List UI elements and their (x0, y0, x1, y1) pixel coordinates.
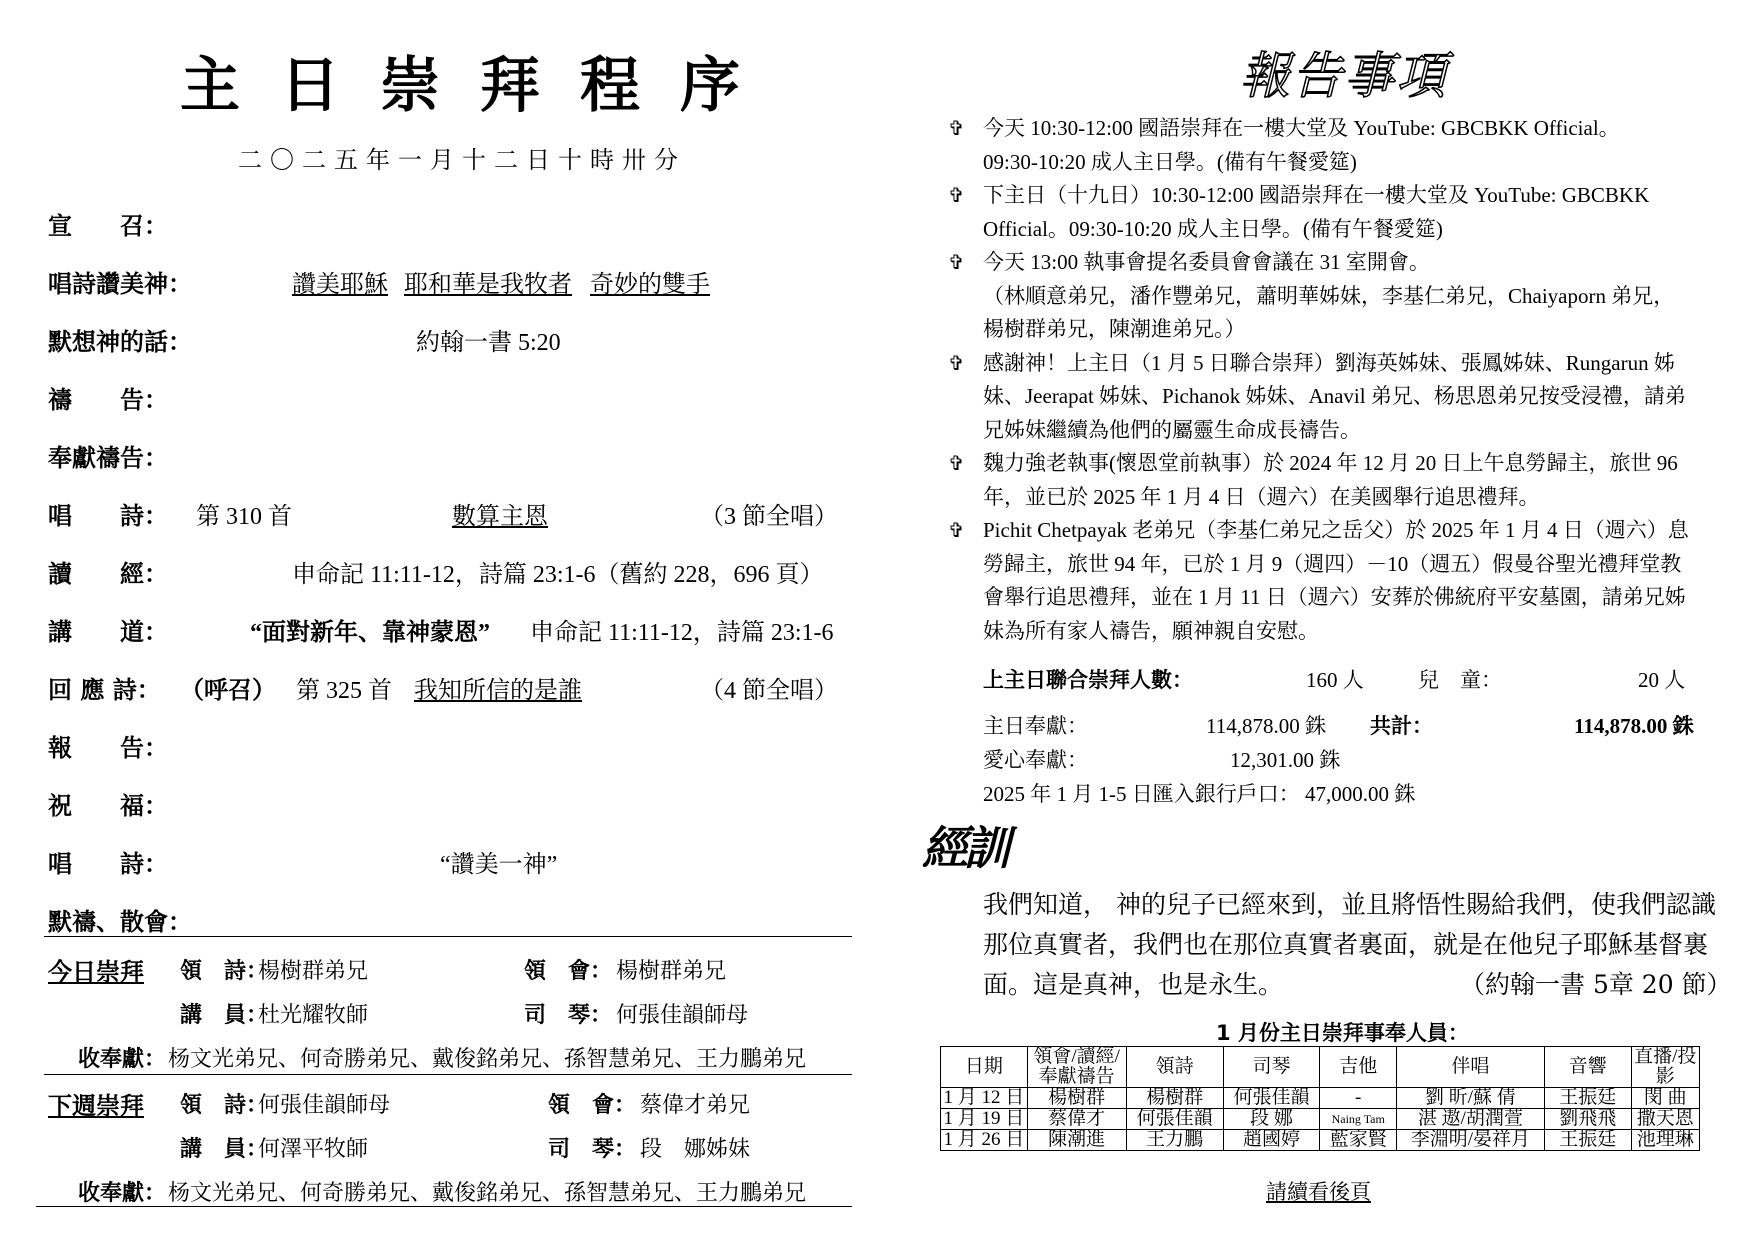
announcement-line: Official。09:30-10:20 成人主日學。(備有午餐愛筵) (983, 216, 1443, 241)
roster-cell: 閔 曲 (1631, 1088, 1699, 1109)
today-lead-song: 楊樹群弟兄 (258, 958, 369, 983)
next-speaker: 何澤平牧師 (258, 1136, 369, 1161)
children-label: 兒 童： (1418, 668, 1502, 692)
order-announcements: 報 告： (48, 734, 168, 762)
next-offering: 杨文光弟兄、何奇勝弟兄、戴俊銘弟兄、孫智慧弟兄、王力鵬弟兄 (168, 1180, 807, 1205)
roster-cell: 李淵明/晏祥月 (1396, 1130, 1544, 1151)
scripture-reference: （約翰一書 5章 20 節） (1460, 970, 1732, 999)
order-reading: 讀 經： (48, 560, 168, 588)
children-count: 20 人 (1638, 668, 1686, 692)
roster-cell: 藍家賢 (1320, 1130, 1397, 1151)
announcement-line: 妹為所有家人禱告，願神親自安慰。 (983, 618, 1319, 643)
next-speaker-label: 講 員： (180, 1137, 269, 1162)
roster-header-sound: 音響 (1544, 1047, 1631, 1088)
total-amount: 114,878.00 銖 (1574, 714, 1694, 738)
roster-header-guitar: 吉他 (1320, 1047, 1397, 1088)
total-label: 共計： (1370, 714, 1433, 738)
announcements-title: 報告事項 (1240, 47, 1448, 105)
announcement-line: 勞歸主，旅世 94 年，已於 1 月 9（週四）－10（週五）假曼谷聖光禮拜堂教 (983, 551, 1682, 576)
roster-cell: 1 月 26 日 (941, 1130, 1028, 1151)
next-heading: 下週崇拜 (48, 1092, 144, 1120)
roster-cell: 王振廷 (1544, 1088, 1631, 1109)
roster-cell: 湛 遨/胡潤萱 (1396, 1109, 1544, 1130)
roster-row (941, 1109, 1700, 1130)
announcement-line: 楊樹群弟兄，陳潮進弟兄。） (983, 317, 1246, 341)
cross-bullet-icon: ✞ (948, 116, 965, 140)
announcement-line: 妹、Jeerapat 姊妹、Pichanok 姊妹、Anavil 弟兄、杨思恩弟兄按受浸禮，請弟 (983, 384, 1686, 408)
announcement-line: 會舉行追思禮拜，並在 1 月 11 日（週六）安葬於佛統府平安墓園，請弟兄姊 (983, 585, 1686, 609)
response-note: （4 節全唱） (700, 678, 838, 704)
cross-bullet-icon: ✞ (948, 451, 965, 475)
divider-top (44, 936, 852, 937)
roster-header-song-leader: 領詩 (1126, 1047, 1223, 1088)
roster-cell: 何張佳韻 (1126, 1109, 1223, 1130)
sermon-title: “面對新年、靠神蒙恩” (250, 620, 490, 646)
scripture-title: 經訓 (922, 821, 1006, 875)
announcement-line: 09:30-10:20 成人主日學。(備有午餐愛筵) (983, 149, 1357, 174)
announcement-line: 魏力強老執事(懷恩堂前執事）於 2024 年 12 月 20 日上午息勞歸主，旅世 96 (983, 451, 1678, 475)
response-call: （呼召） (180, 678, 276, 704)
today-lead-song-label: 領 詩： (180, 959, 269, 984)
scripture-line-2: 那位真實者，我們也在那位真實者裏面，就是在他兒子耶穌基督裏 (983, 930, 1709, 959)
roster-cell: 王振廷 (1544, 1130, 1631, 1151)
today-heading: 今日崇拜 (48, 958, 144, 986)
bank-deposit: 2025 年 1 月 1-5 日匯入銀行戶口： 47,000.00 銖 (983, 782, 1416, 806)
roster-header-stream: 直播/投影 (1631, 1047, 1699, 1088)
today-pianist: 何張佳韻師母 (616, 1002, 749, 1027)
cross-bullet-icon: ✞ (948, 350, 965, 375)
sunday-offering-label: 主日奉獻： (983, 714, 1088, 738)
sunday-offering: 114,878.00 銖 (1206, 714, 1326, 738)
next-lead-service: 蔡偉才弟兄 (640, 1092, 751, 1117)
hymn-note: （3 節全唱） (700, 504, 838, 530)
next-lead-song-label: 領 詩： (180, 1093, 269, 1118)
program-title: 主日崇拜程序 (180, 51, 780, 121)
announcement-line: 下主日（十九日）10:30-12:00 國語崇拜在一樓大堂及 YouTube: GBCBKK (983, 183, 1650, 207)
cross-bullet-icon: ✞ (948, 183, 965, 207)
order-meditation: 默想神的話： (48, 328, 192, 356)
roster-cell: Naing Tam (1320, 1109, 1397, 1130)
praise-song-1: 讚美耶穌 (292, 272, 388, 298)
next-offering-label: 收奉獻： (78, 1181, 167, 1206)
roster-cell: 1 月 19 日 (941, 1109, 1028, 1130)
closing-hymn-title: “讚美一神” (440, 852, 558, 878)
attendance-label: 上主日聯合崇拜人數： (983, 668, 1193, 692)
praise-song-2: 耶和華是我牧者 (404, 272, 572, 298)
praise-song-3: 奇妙的雙手 (590, 272, 710, 298)
today-lead-service-label: 領 會： (524, 959, 613, 984)
meditation-text: 約翰一書 5:20 (416, 330, 561, 356)
cross-bullet-icon: ✞ (948, 250, 965, 274)
hymn-number: 第 310 首 (196, 504, 292, 530)
announcement-line: 年，並已於 2025 年 1 月 4 日（週六）在美國舉行追思禮拜。 (983, 484, 1540, 509)
scripture-line-1: 我們知道， 神的兒子已經來到，並且將悟性賜給我們，使我們認識 (983, 890, 1716, 919)
order-offering-prayer: 奉獻禱告： (48, 444, 168, 472)
today-offering: 杨文光弟兄、何奇勝弟兄、戴俊銘弟兄、孫智慧弟兄、王力鵬弟兄 (168, 1046, 807, 1071)
roster-header-vocals: 伴唱 (1396, 1047, 1544, 1088)
today-speaker: 杜光耀牧師 (258, 1002, 369, 1027)
roster-cell: - (1320, 1088, 1397, 1109)
today-pianist-label: 司 琴： (524, 1003, 613, 1028)
announcement-line: （林順意弟兄，潘作豐弟兄，蕭明華姊妹，李基仁弟兄，Chaiyaporn 弟兄， (983, 283, 1675, 308)
next-lead-song: 何張佳韻師母 (258, 1092, 391, 1117)
order-response: 回 應 詩： (48, 676, 161, 704)
continue-note: 請續看後頁 (1266, 1180, 1371, 1204)
today-speaker-label: 講 員： (180, 1003, 269, 1028)
roster-cell: 楊樹群 (1027, 1088, 1126, 1109)
announcement-line: 兄姊妹繼續為他們的屬靈生命成長禱告。 (983, 417, 1361, 442)
order-hymn: 唱 詩： (48, 502, 168, 530)
roster-cell: 1 月 12 日 (941, 1088, 1028, 1109)
roster-cell: 撒天恩 (1631, 1109, 1699, 1130)
roster-cell: 陳潮進 (1027, 1130, 1126, 1151)
order-closing-hymn: 唱 詩： (48, 850, 168, 878)
roster-cell: 楊樹群 (1126, 1088, 1223, 1109)
roster-header-leader: 領會/讀經/奉獻禱告 (1027, 1047, 1126, 1088)
roster-cell: 劉飛飛 (1544, 1109, 1631, 1130)
roster-cell: 段 娜 (1223, 1109, 1320, 1130)
order-dismissal: 默禱、散會： (48, 908, 192, 936)
announcement-line: 今天 10:30-12:00 國語崇拜在一樓大堂及 YouTube: GBCBKK Official。 (983, 116, 1620, 140)
roster-title: 1 月份主日崇拜事奉人員： (1216, 1021, 1469, 1045)
love-offering-label: 愛心奉獻： (983, 748, 1088, 772)
roster-table (940, 1046, 1700, 1151)
attendance-adults: 160 人 (1306, 668, 1364, 692)
program-date: 二〇二五年一月十二日十時卅分 (238, 146, 686, 174)
order-praise: 唱詩讚美神： (48, 270, 192, 298)
reading-text: 申命記 11:11-12，詩篇 23:1-6（舊約 228，696 頁） (292, 562, 824, 588)
order-sermon: 講 道： (48, 618, 168, 646)
announcement-line: 今天 13:00 執事會提名委員會會議在 31 室開會。 (983, 250, 1430, 274)
love-offering: 12,301.00 銖 (1230, 748, 1341, 772)
order-benediction: 祝 福： (48, 792, 168, 820)
roster-row (941, 1130, 1700, 1151)
order-prayer: 禱 告： (48, 386, 168, 414)
roster-cell: 劉 昕/蘇 倩 (1396, 1088, 1544, 1109)
next-pianist: 段 娜姊妹 (640, 1136, 751, 1161)
roster-header-date: 日期 (941, 1047, 1028, 1088)
sermon-passage: 申命記 11:11-12，詩篇 23:1-6 (530, 620, 834, 646)
cross-bullet-icon: ✞ (948, 518, 965, 542)
roster-cell: 池理琳 (1631, 1130, 1699, 1151)
response-title: 我知所信的是誰 (414, 678, 582, 704)
roster-cell: 蔡偉才 (1027, 1109, 1126, 1130)
today-lead-service: 楊樹群弟兄 (616, 958, 727, 983)
scripture-line-3: 面。這是真神，也是永生。 (983, 970, 1284, 999)
announcement-line: Pichit Chetpayak 老弟兄（李基仁弟兄之岳父）於 2025 年 1 月 4 日（週六）息 (983, 518, 1689, 542)
roster-header-row (941, 1047, 1700, 1088)
roster-row (941, 1088, 1700, 1109)
order-call: 宣 召： (48, 212, 168, 240)
divider-middle (44, 1074, 852, 1075)
roster-header-pianist: 司琴 (1223, 1047, 1320, 1088)
roster-cell: 趙國婷 (1223, 1130, 1320, 1151)
next-pianist-label: 司 琴： (548, 1137, 637, 1162)
response-number: 第 325 首 (296, 678, 392, 704)
divider-bottom (36, 1206, 852, 1207)
roster-cell: 何張佳韻 (1223, 1088, 1320, 1109)
roster-cell: 王力鵬 (1126, 1130, 1223, 1151)
today-offering-label: 收奉獻： (78, 1047, 167, 1072)
hymn-title: 數算主恩 (452, 504, 548, 530)
announcement-line: 感謝神！上主日（1 月 5 日聯合崇拜）劉海英姊妹、張鳳姊妹、Rungarun 姊 (983, 350, 1675, 375)
next-lead-service-label: 領 會： (548, 1093, 637, 1118)
